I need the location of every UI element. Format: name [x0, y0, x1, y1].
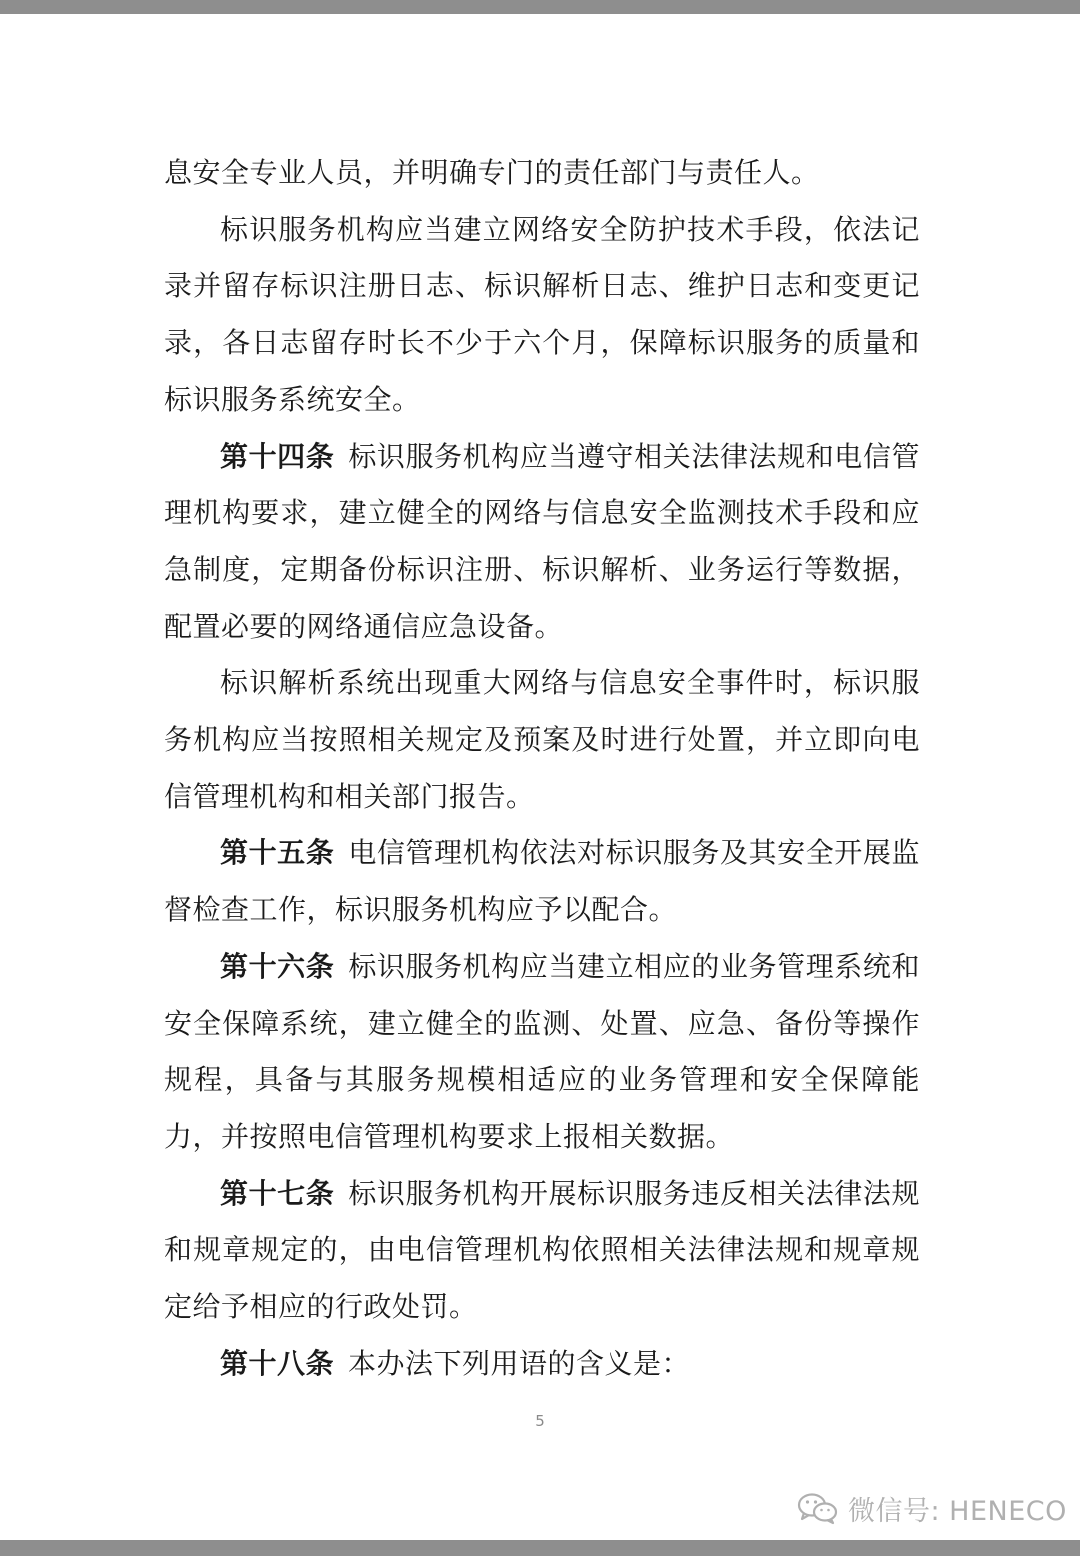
paragraph-text: 标识服务机构开展标识服务违反相关法律法规和规章规定的，由电信管理机构依照相关法律法规和规章规定给予相应的行政处罚。	[164, 1176, 920, 1324]
top-frame-bar	[0, 0, 1080, 14]
paragraph-text: 电信管理机构依法对标识服务及其安全开展监督检查工作，标识服务机构应予以配合。	[164, 836, 920, 927]
article-number: 第十六条	[220, 949, 335, 983]
paragraph-text: 本办法下列用语的含义是：	[348, 1346, 691, 1380]
paragraph	[164, 939, 920, 1166]
paragraph-text: 标识服务机构应当建立网络安全防护技术手段，依法记录并留存标识注册日志、标识解析日志、维护日志和变更记录，各日志留存时长不少于六个月，保障标识服务的质量和标识服务系统安全。	[164, 212, 920, 416]
paragraph-text: 息安全专业人员，并明确专门的责任部门与责任人。	[164, 156, 820, 189]
paragraph	[164, 202, 920, 429]
paragraph-text: 标识服务机构应当建立相应的业务管理系统和安全保障系统，建立健全的监测、处置、应急、备份等操作规程，具备与其服务规模相适应的业务管理和安全保障能力，并按照电信管理机构要求上报相关数据。	[164, 949, 920, 1153]
paragraph	[164, 825, 920, 938]
bottom-frame-bar	[0, 1540, 1080, 1556]
watermark	[796, 1488, 1067, 1528]
article-number: 第十八条	[220, 1346, 335, 1380]
wechat-icon	[796, 1491, 840, 1525]
paragraph-text: 标识解析系统出现重大网络与信息安全事件时，标识服务机构应当按照相关规定及预案及时进行处置，并立即向电信管理机构和相关部门报告。	[164, 666, 920, 813]
watermark-text: 微信号: HENECO	[848, 1495, 1067, 1527]
paragraph	[164, 145, 920, 202]
article-number: 第十七条	[220, 1176, 335, 1210]
page-number: 5	[535, 1412, 545, 1430]
document-body	[164, 145, 920, 1392]
paragraph	[164, 1336, 920, 1393]
paragraph	[164, 1166, 920, 1336]
article-number: 第十五条	[220, 836, 335, 870]
paragraph	[164, 429, 920, 656]
paragraph	[164, 655, 920, 825]
paragraph-text: 标识服务机构应当遵守相关法律法规和电信管理机构要求，建立健全的网络与信息安全监测技术手段和应急制度，定期备份标识注册、标识解析、业务运行等数据，配置必要的网络通信应急设备。	[164, 439, 920, 643]
article-number: 第十四条	[220, 439, 335, 473]
